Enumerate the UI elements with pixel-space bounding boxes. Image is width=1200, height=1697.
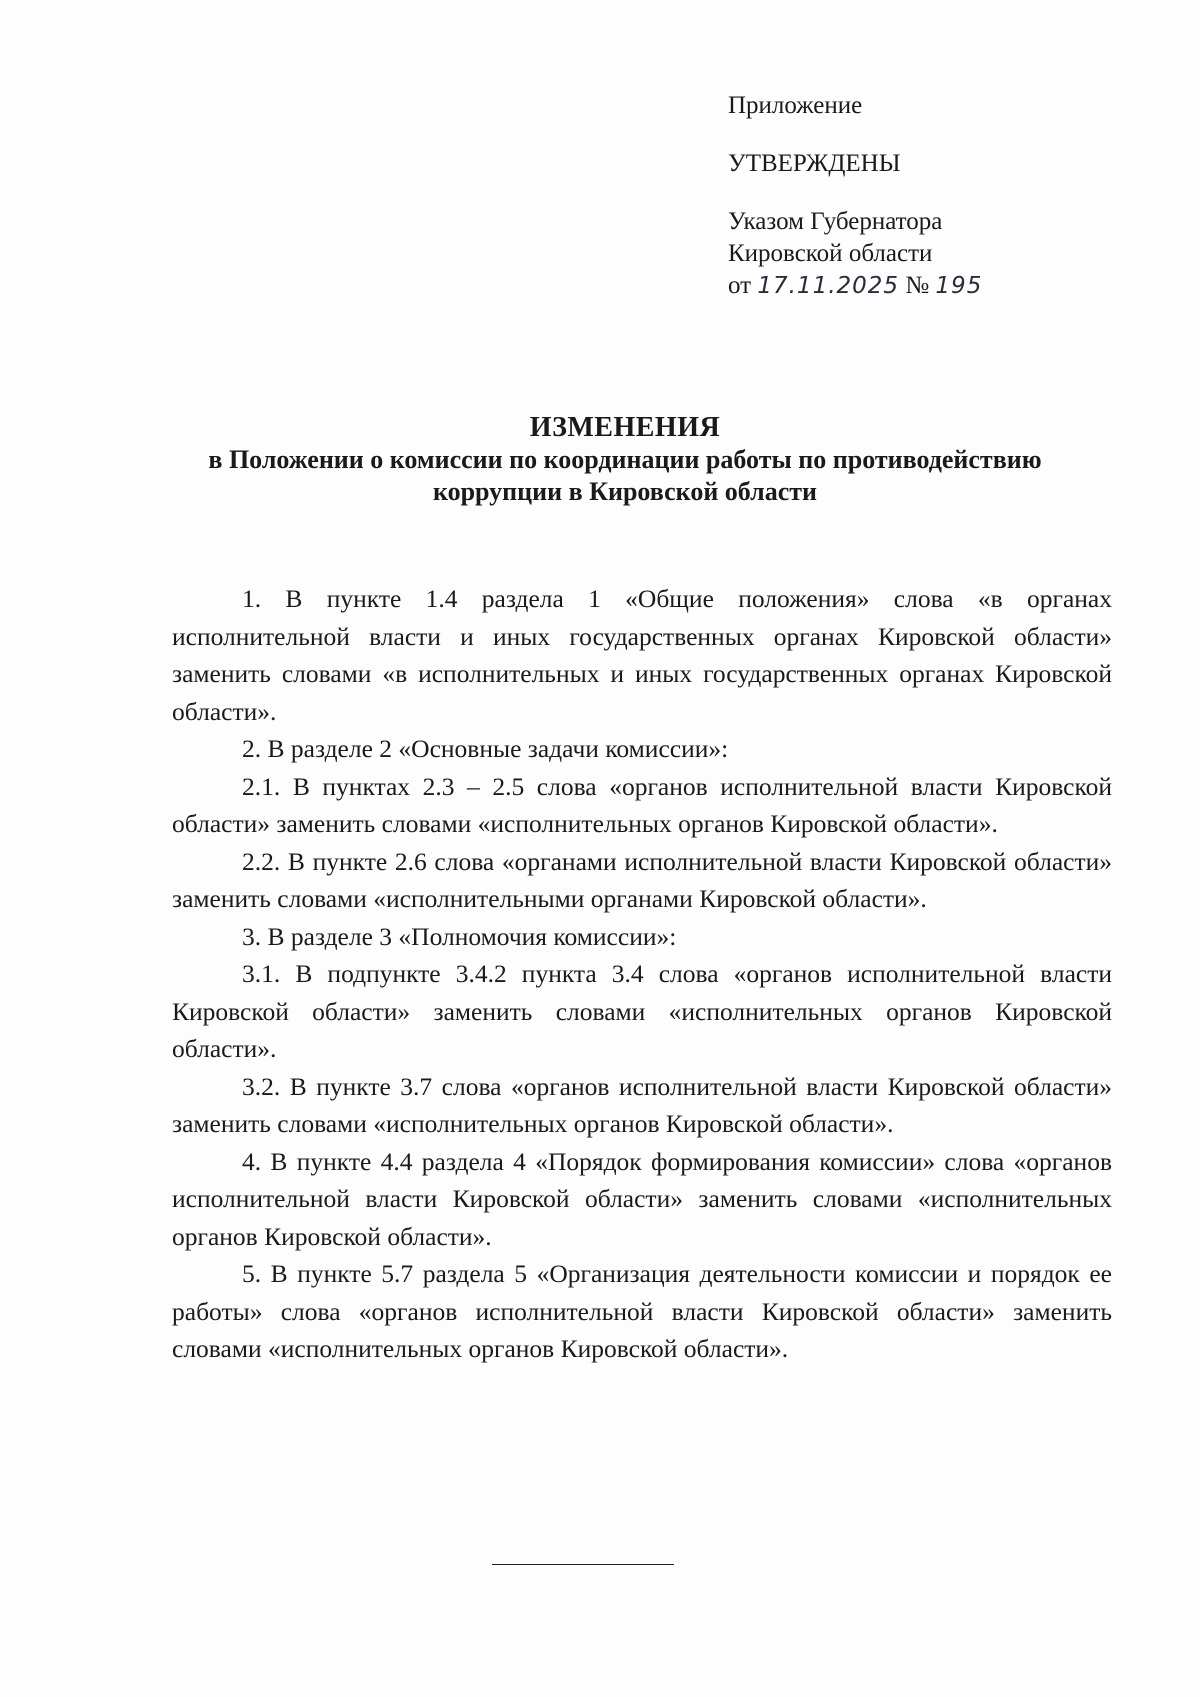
annex-label: Приложение <box>728 92 863 119</box>
document-title <box>150 412 1100 508</box>
decree-line-2: Кировской области <box>728 240 933 267</box>
paragraph-3-1: 3.1. В подпункте 3.4.2 пункта 3.4 слова «органов исполнительной власти Кировской области» заменить словами «исполнительных органов Кировской области». <box>172 959 1112 1063</box>
paragraph-4: 4. В пункте 4.4 раздела 4 «Порядок формирования комиссии» слова «органов исполнительной власти Кировской области» заменить словами «исполнительных органов Кировской области». <box>172 1146 1112 1251</box>
paragraph-2-2: 2.2. В пункте 2.6 слова «органами исполнительной власти Кировской области» заменить словами «исполнительными органами Кировской области». <box>172 846 1112 913</box>
paragraph-3: 3. В разделе 3 «Полномочия комиссии»: <box>242 921 677 951</box>
number-sign: № <box>905 272 930 299</box>
paragraph-3-2: 3.2. В пункте 3.7 слова «органов исполнительной власти Кировской области» заменить словами «исполнительных органов Кировской области». <box>172 1071 1112 1138</box>
paragraph-2-1: 2.1. В пунктах 2.3 – 2.5 слова «органов исполнительной власти Кировской области» заменить словами «исполнительных органов Кировской области». <box>172 771 1112 838</box>
paragraph-2: 2. В разделе 2 «Основные задачи комиссии»: <box>242 734 729 763</box>
title-main: ИЗМЕНЕНИЯ <box>529 412 721 443</box>
end-separator-line <box>492 1564 674 1565</box>
decree-number: 195 <box>935 273 983 299</box>
decree-line-1: Указом Губернатора <box>728 208 943 235</box>
paragraph-1: 1. В пункте 1.4 раздела 1 «Общие положения» слова «в органах исполнительной власти и иных государственных органах Кировской области» заменить словами «в исполнительных и иных государственных органах Кировской области». <box>172 584 1112 726</box>
date-prefix: от <box>728 272 752 299</box>
paragraph-5: 5. В пункте 5.7 раздела 5 «Организация деятельности комиссии и порядок ее работы» слова «органов исполнительной власти Кировской области» заменить словами «исполнительных органов Кировской области». <box>172 1259 1112 1363</box>
decree-date-row <box>728 270 1128 302</box>
title-line-2: в Положении о комиссии по координации работы по противодействию <box>208 445 1042 474</box>
title-line-3: коррупции в Кировской области <box>432 477 818 506</box>
decree-date: 17.11.2025 <box>757 273 900 299</box>
document-body <box>172 580 1112 1368</box>
approved-label: УТВЕРЖДЕНЫ <box>728 150 901 177</box>
approval-block <box>728 90 1128 302</box>
